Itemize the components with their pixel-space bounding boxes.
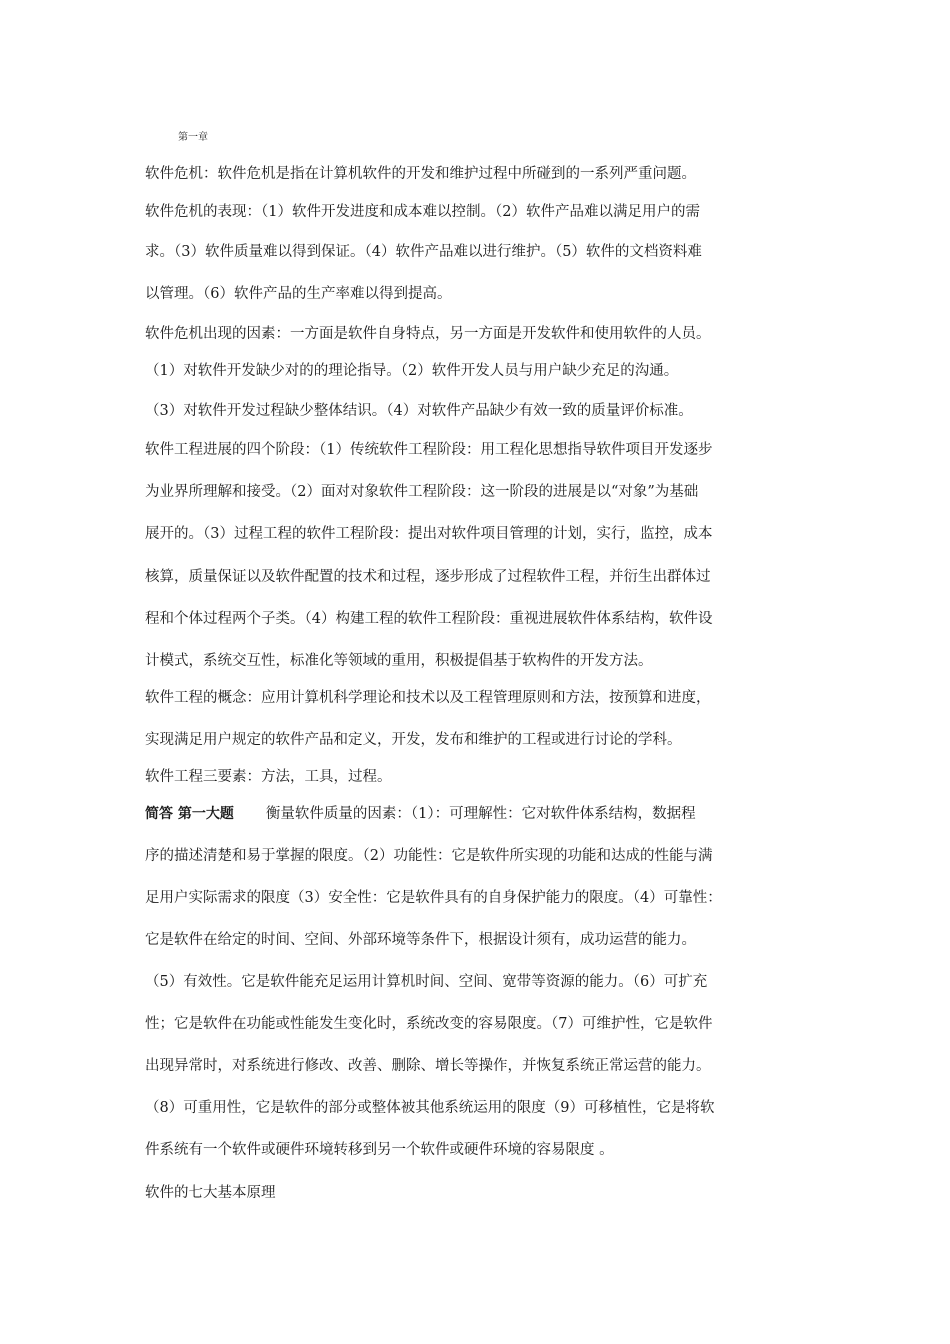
text-line: （5）有效性。它是软件能充足运用计算机时间、空间、宽带等资源的能力。（6）可扩充 <box>145 974 708 990</box>
text-line: 软件工程三要素：方法，工具，过程。 <box>145 769 392 785</box>
text-line: 为业界所理解和接受。（2）面对对象软件工程阶段：这一阶段的进展是以“对象”为基础 <box>145 484 699 500</box>
section-first-line <box>145 804 825 824</box>
text-line: 性；它是软件在功能或性能发生变化时，系统改变的容易限度。（7）可维护性，它是软件 <box>145 1016 713 1032</box>
text-line: （3）对软件开发过程缺少整体结识。（4）对软件产品缺少有效一致的质量评价标准。 <box>145 403 693 419</box>
text-line: 实现满足用户规定的软件产品和定义，开发，发布和维护的工程或进行讨论的学科。 <box>145 732 682 748</box>
text-line: 它是软件在给定的时间、空间、外部环境等条件下，根据设计须有，成功运营的能力。 <box>145 932 696 948</box>
text-line: 软件工程进展的四个阶段：（1）传统软件工程阶段：用工程化思想指导软件项目开发逐步 <box>145 442 713 458</box>
chapter-title: 第一章 <box>178 132 208 143</box>
text-line: 软件的七大基本原理 <box>145 1185 276 1201</box>
text-line: 足用户实际需求的限度（3）安全性：它是软件具有的自身保护能力的限度。（4）可靠性： <box>145 890 722 906</box>
text-line: 求。（3）软件质量难以得到保证。（4）软件产品难以进行维护。（5）软件的文档资料难 <box>145 244 702 260</box>
text-line: 软件危机：软件危机是指在计算机软件的开发和维护过程中所碰到的一系列严重问题。 <box>145 166 696 182</box>
text-line: 软件危机的表现：（1）软件开发进度和成本难以控制。（2）软件产品难以满足用户的需 <box>145 204 700 220</box>
text-line: 计模式，系统交互性，标准化等领域的重用，积极提倡基于软构件的开发方法。 <box>145 653 653 669</box>
text-line: （1）对软件开发缺少对的的理论指导。（2）软件开发人员与用户缺少充足的沟通。 <box>145 363 679 379</box>
text-line: 出现异常时，对系统进行修改、改善、删除、增长等操作，并恢复系统正常运营的能力。 <box>145 1058 711 1074</box>
text-line: 件系统有一个软件或硬件环境转移到另一个软件或硬件环境的容易限度 。 <box>145 1142 614 1158</box>
text-line: （8）可重用性，它是软件的部分或整体被其他系统运用的限度（9）可移植性，它是将软 <box>145 1100 715 1116</box>
text-line: 序的描述清楚和易于掌握的限度。（2）功能性：它是软件所实现的功能和达成的性能与满 <box>145 848 713 864</box>
section-label: 简答 第一大题 <box>145 806 234 822</box>
text-line: 核算，质量保证以及软件配置的技术和过程，逐步形成了过程软件工程，并衍生出群体过 <box>145 569 711 585</box>
text-line: 展开的。（3）过程工程的软件工程阶段：提出对软件项目管理的计划，实行，监控，成本 <box>145 526 713 542</box>
section-first-line-text: 衡量软件质量的因素：（1）：可理解性：它对软件体系结构，数据程 <box>265 806 696 822</box>
text-line: 软件工程的概念：应用计算机科学理论和技术以及工程管理原则和方法，按预算和进度， <box>145 690 711 706</box>
text-line: 以管理。（6）软件产品的生产率难以得到提高。 <box>145 286 452 302</box>
text-line: 程和个体过程两个子类。（4）构建工程的软件工程阶段：重视进展软件体系结构，软件设 <box>145 611 713 627</box>
text-line: 软件危机出现的因素：一方面是软件自身特点，另一方面是开发软件和使用软件的人员。 <box>145 326 711 342</box>
